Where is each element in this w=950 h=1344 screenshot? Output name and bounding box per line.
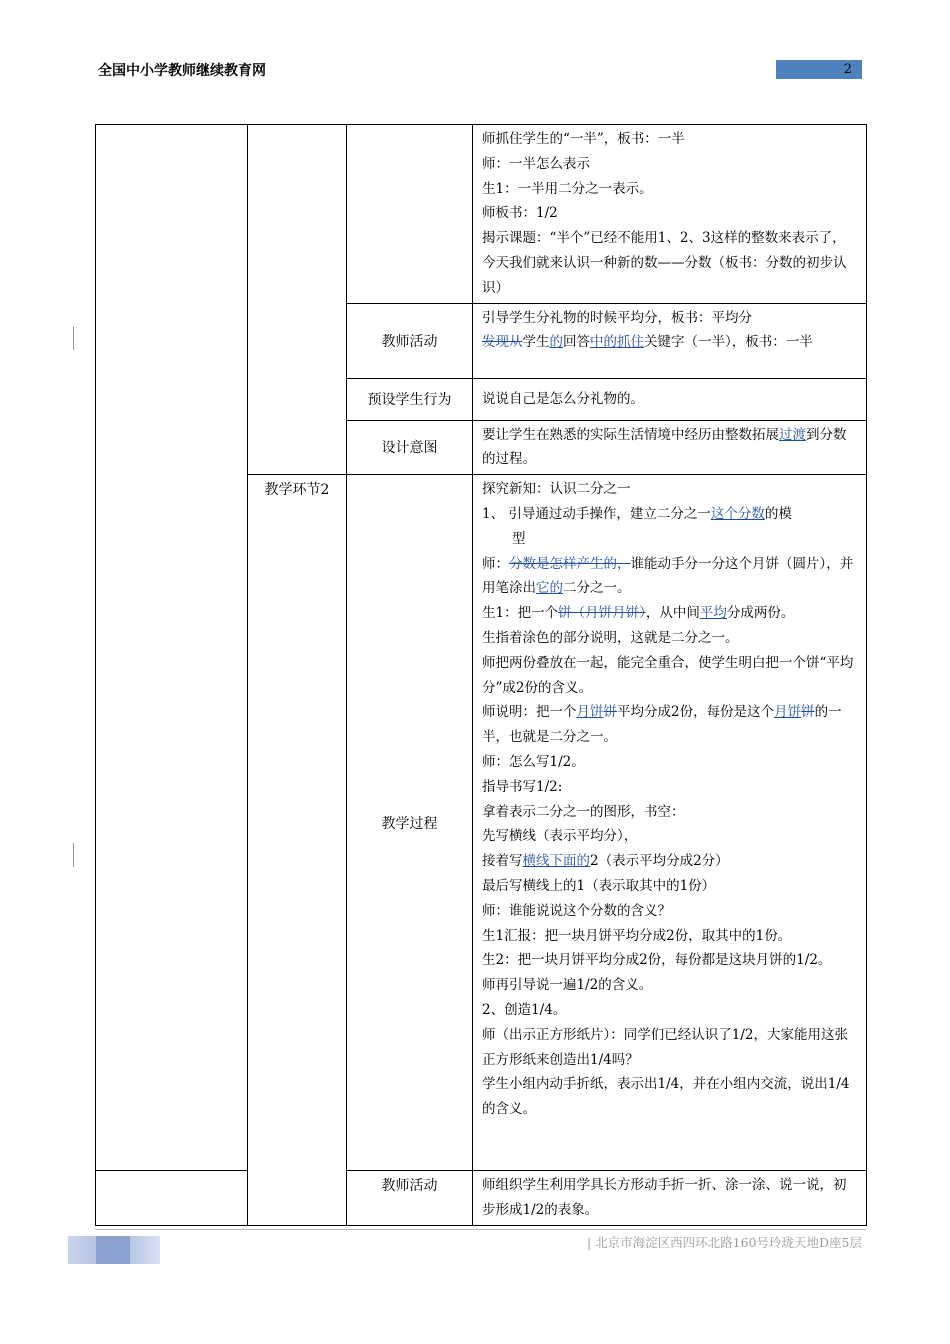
- text-line: [482, 552, 858, 602]
- text-fragment: 的一半，也就是二分之一。: [482, 704, 842, 746]
- text-line: 生指着涂色的部分说明，这就是二分之一。: [482, 629, 739, 646]
- text-line: 师板书：1/2: [482, 205, 558, 222]
- text-fragment: 分成两份。: [726, 605, 795, 622]
- deleted-text: 发现从: [482, 334, 523, 351]
- text-fragment: 的模: [764, 505, 792, 522]
- text-line: 最后写横线上的1（表示取其中的1份）: [482, 877, 716, 894]
- text-fragment: 关键字（一半），板书：一半: [644, 334, 813, 351]
- deleted-text: 分数是怎样产生的，: [509, 555, 631, 572]
- text-fragment: 到分数的过程。: [482, 426, 847, 468]
- text-line: 拿着表示二分之一的图形，书空：: [482, 803, 685, 820]
- inserted-text: 中的抓住: [590, 334, 644, 351]
- section-2-label: 教学环节2: [248, 475, 347, 1226]
- deleted-text: 饼（月饼月饼）: [558, 605, 646, 622]
- text-fragment: 二分之一。: [563, 580, 631, 597]
- text-line: [482, 849, 858, 874]
- outer-blank-cell: [96, 1171, 248, 1226]
- text-line: [482, 700, 858, 750]
- inserted-text: 它的: [536, 580, 563, 597]
- page-number-badge: 2: [776, 60, 862, 79]
- text-line: 说说自己是怎么分礼物的。: [482, 390, 644, 407]
- design-intent-label: 设计意图: [347, 420, 473, 475]
- student-behavior-label: 预设学生行为: [347, 378, 473, 420]
- inserted-text: 过渡: [779, 426, 806, 443]
- text-line: [482, 502, 858, 527]
- teacher-activity-label: 教师活动: [347, 1171, 473, 1226]
- text-line: 师再引导说一遍1/2的含义。: [482, 977, 653, 994]
- process-content: [473, 475, 867, 1171]
- text-line: 学生小组内动手折纸，表示出1/4，并在小组内交流，说出1/4的含义。: [482, 1076, 850, 1118]
- teacher-activity-label: 教师活动: [347, 303, 473, 378]
- text-line: 2、创造1/4。: [482, 1001, 567, 1018]
- text-fragment: 要让学生在熟悉的实际生活情境中经历由整数拓展: [482, 426, 779, 443]
- teacher-activity-content: [473, 303, 867, 378]
- text-line: 型: [512, 530, 526, 547]
- outer-blank-cell: [96, 125, 248, 1171]
- text-line: 生1汇报：把一块月饼平均分成2份，取其中的1份。: [482, 927, 792, 944]
- process-label: 教学过程: [347, 475, 473, 1171]
- margin-change-mark: [73, 326, 74, 350]
- inserted-text: 月饼: [576, 704, 604, 721]
- text-line: 生2：把一块月饼平均分成2份，每份都是这块月饼的1/2。: [482, 952, 832, 969]
- text-fragment: 平均分成2份，每份是这个: [617, 704, 775, 721]
- stage-blank-cell: [248, 125, 347, 475]
- text-line: [482, 601, 858, 626]
- lesson-plan-table: [95, 124, 867, 1226]
- text-line: 师组织学生利用学具长方形动手折一折、涂一涂、说一说，初步形成1/2的表象。: [482, 1177, 847, 1218]
- text-fragment: 生1：把一个: [482, 605, 559, 622]
- text-line: 师（出示正方形纸片）：同学们已经认识了1/2，大家能用这张正方形纸来创造出1/4吗？: [482, 1026, 848, 1068]
- text-line: 先写横线（表示平均分），: [482, 828, 638, 845]
- footer-divider: [95, 1229, 866, 1230]
- text-line: 师：谁能说说这个分数的含义？: [482, 902, 671, 919]
- text-fragment: 2（表示平均分成2分）: [590, 853, 729, 870]
- text-line: 师：怎么写1/2。: [482, 753, 585, 770]
- text-fragment: 接着写: [482, 853, 523, 870]
- text-fragment: 师说明：把一个: [482, 704, 577, 721]
- text-line: 指导书写1/2:: [482, 778, 563, 795]
- text-line: 引导学生分礼物的时候平均分，板书：平均分: [482, 309, 752, 326]
- margin-change-mark: [73, 843, 74, 867]
- text-line: 生1：一半用二分之一表示。: [482, 180, 653, 197]
- text-line: 探究新知：认识二分之一: [482, 481, 631, 498]
- blank-label-cell: [347, 125, 473, 304]
- inserted-text: 横线下面的: [522, 853, 590, 870]
- text-line: [482, 330, 858, 355]
- text-fragment: ，从中间: [645, 605, 700, 622]
- footer-logo-icon: [68, 1236, 160, 1264]
- text-line: 师：一半怎么表示: [482, 155, 590, 172]
- inserted-text: 的: [549, 334, 563, 351]
- inserted-text: 平均: [699, 605, 727, 622]
- text-line: 师把两份叠放在一起，能完全重合，使学生明白把一个饼“平均分”成2份的含义。: [482, 654, 854, 696]
- text-fragment: 回答: [563, 334, 590, 351]
- text-fragment: 师：: [482, 555, 509, 572]
- site-title: 全国中小学教师继续教育网: [98, 63, 266, 79]
- deleted-text: 饼: [603, 704, 617, 721]
- text-fragment: 谁能动手分一分这个月饼（圆片），并用笔涂出: [482, 555, 854, 597]
- text-line: [482, 423, 858, 473]
- text-line: 揭示课题：“半个”已经不能用1、2、3这样的整数来表示了，今天我们就来认识一种新的数——分数（板书：分数的初步认识）: [482, 230, 847, 296]
- text-fragment: 学生: [522, 334, 550, 351]
- student-behavior-content: [473, 378, 867, 420]
- inserted-text: 这个分数: [710, 505, 765, 522]
- logo-block: [96, 1236, 130, 1264]
- teacher-activity-content: [473, 1171, 867, 1226]
- footer-address: | 北京市海淀区西四环北路160号玲珑天地D座5层: [586, 1235, 862, 1250]
- intro-content: [473, 125, 867, 304]
- design-intent-content: [473, 420, 867, 475]
- text-fragment: 1、 引导通过动手操作，建立二分之一: [482, 505, 711, 522]
- deleted-text: 饼: [801, 704, 815, 721]
- text-line: 师抓住学生的“一半”，板书：一半: [482, 131, 685, 147]
- inserted-text: 月饼: [774, 704, 802, 721]
